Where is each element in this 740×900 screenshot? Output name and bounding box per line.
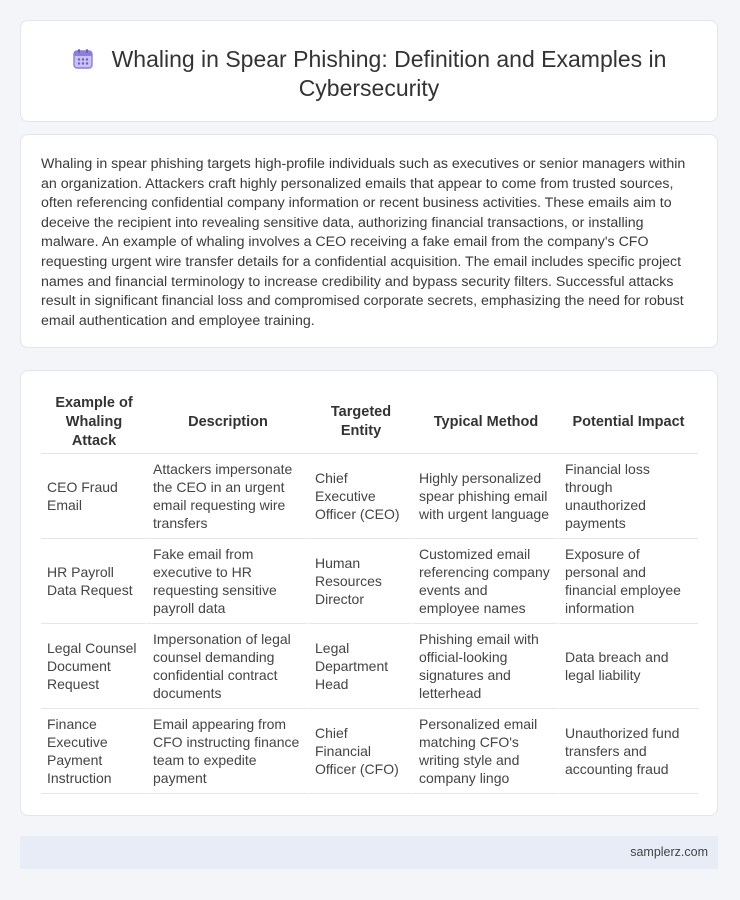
table-row [41,624,698,709]
table-cell: Chief Executive Officer (CEO) [309,454,413,539]
table-cell: Highly personalized spear phishing email with urgent language [413,454,559,539]
column-header: Typical Method [413,391,559,454]
table-cell: Email appearing from CFO instructing finance team to expedite payment [147,709,309,794]
table-row [41,539,698,624]
table-card [20,370,718,816]
calendar-icon [72,48,94,70]
table-cell: CEO Fraud Email [41,454,147,539]
table-cell: Unauthorized fund transfers and accounting fraud [559,709,698,794]
column-header: Targeted Entity [309,391,413,454]
table-cell: HR Payroll Data Request [41,539,147,624]
table-row [41,709,698,794]
table-cell: Legal Department Head [309,624,413,709]
whaling-examples-table [41,391,698,794]
footer-bar [20,836,718,869]
description-text: Whaling in spear phishing targets high-profile individuals such as executives or senior managers within an organization. Attackers craft highly personalized emails that appear to come from trusted sources, often referencing confidential company information or recent business activities. These emails aim to deceive the recipient into revealing sensitive data, authorizing financial transactions, or installing malware. An example of whaling involves a CEO receiving a fake email from the company's CFO requesting urgent wire transfer details for a confidential acquisition. The email includes specific project names and financial terminology to increase credibility and bypass security filters. Successful attacks result in significant financial loss and compromised corporate secrets, emphasizing the need for robust email authentication and employee training. [41,156,686,329]
table-cell: Finance Executive Payment Instruction [41,709,147,794]
table-cell: Impersonation of legal counsel demanding confidential contract documents [147,624,309,709]
column-header: Example of Whaling Attack [41,391,147,454]
table-cell: Financial loss through unauthorized payments [559,454,698,539]
column-header: Description [147,391,309,454]
page-title: Whaling in Spear Phishing: Definition and Examples in Cybersecurity [111,46,667,101]
table-cell: Data breach and legal liability [559,624,698,709]
footer-site-link[interactable]: samplerz.com [630,845,708,859]
table-cell: Legal Counsel Document Request [41,624,147,709]
table-cell: Chief Financial Officer (CFO) [309,709,413,794]
column-header: Potential Impact [559,391,698,454]
table-cell: Fake email from executive to HR requesting sensitive payroll data [147,539,309,624]
table-cell: Exposure of personal and financial employee information [559,539,698,624]
table-cell: Human Resources Director [309,539,413,624]
table-row [41,454,698,539]
table-cell: Personalized email matching CFO's writing style and company lingo [413,709,559,794]
table-cell: Attackers impersonate the CEO in an urgent email requesting wire transfers [147,454,309,539]
table-cell: Customized email referencing company events and employee names [413,539,559,624]
table-cell: Phishing email with official-looking signatures and letterhead [413,624,559,709]
table-header-row [41,391,698,454]
description-card [20,134,718,348]
title-card [20,20,718,122]
